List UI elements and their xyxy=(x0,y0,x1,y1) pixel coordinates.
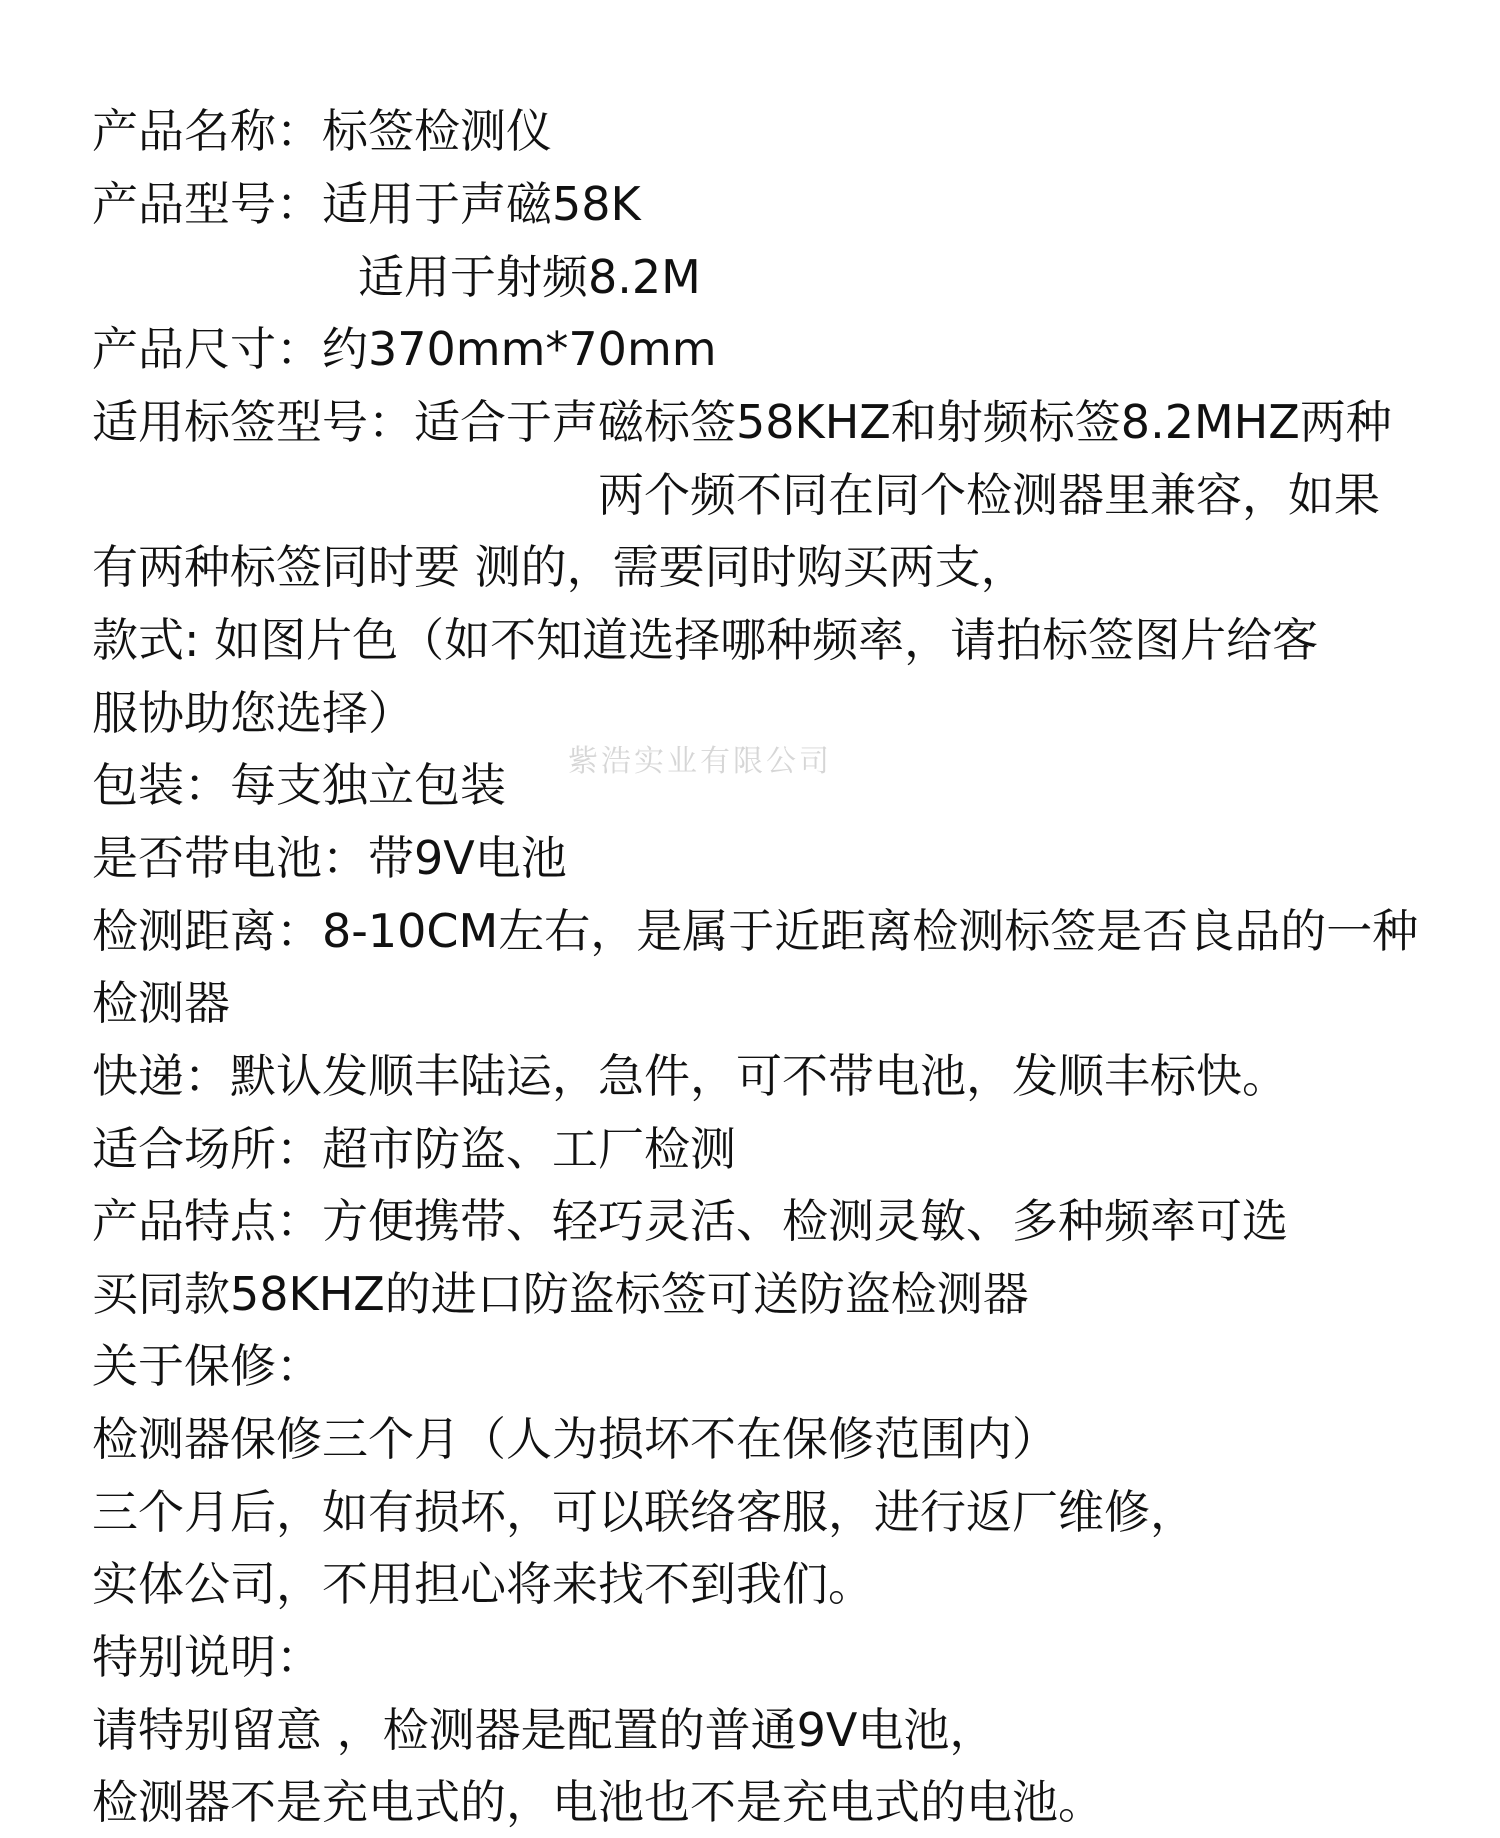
suitable-places-line: 适合场所：超市防盗、工厂检测 xyxy=(92,1122,736,1176)
battery-line: 是否带电池：带9V电池 xyxy=(92,831,567,885)
tag-type-continued-line: 两个频不同在同个检测器里兼容，如果 xyxy=(598,468,1380,522)
rechargeable-note-line: 检测器不是充电式的，电池也不是充电式的电池。 xyxy=(92,1775,1104,1829)
tag-type-note-line: 有两种标签同时要 测的，需要同时购买两支， xyxy=(92,540,1027,594)
warranty-period-line: 检测器保修三个月（人为损坏不在保修范围内） xyxy=(92,1412,1058,1466)
product-size-line: 产品尺寸：约370mm*70mm xyxy=(92,322,717,376)
special-note-heading: 特别说明： xyxy=(92,1630,322,1684)
product-model-rf-line: 适用于射频8.2M xyxy=(358,250,701,304)
packaging-line: 包装：每支独立包装 xyxy=(92,758,506,812)
product-features-line: 产品特点：方便携带、轻巧灵活、检测灵敏、多种频率可选 xyxy=(92,1194,1288,1248)
product-model-line: 产品型号：适用于声磁58K xyxy=(92,177,641,231)
warranty-repair-line: 三个月后，如有损坏，可以联络客服，进行返厂维修， xyxy=(92,1485,1196,1539)
style-line: 款式: 如图片色（如不知道选择哪种频率，请拍标签图片给客 xyxy=(92,613,1319,667)
tag-type-line: 适用标签型号：适合于声磁标签58KHZ和射频标签8.2MHZ两种 xyxy=(92,395,1392,449)
detection-distance-continued-line: 检测器 xyxy=(92,976,230,1030)
promotion-line: 买同款58KHZ的进口防盗标签可送防盗检测器 xyxy=(92,1267,1029,1321)
warranty-heading: 关于保修： xyxy=(92,1339,322,1393)
company-watermark: 紫浩实业有限公司 xyxy=(568,744,832,779)
shipping-line: 快递：默认发顺丰陆运，急件，可不带电池，发顺丰标快。 xyxy=(92,1049,1288,1103)
style-continued-line: 服协助您选择） xyxy=(92,686,414,740)
battery-note-line: 请特别留意 ，检测器是配置的普通9V电池， xyxy=(92,1703,996,1757)
company-assurance-line: 实体公司，不用担心将来找不到我们。 xyxy=(92,1557,874,1611)
detection-distance-line: 检测距离：8-10CM左右，是属于近距离检测标签是否良品的一种 xyxy=(92,904,1419,958)
product-name-line: 产品名称：标签检测仪 xyxy=(92,104,552,158)
